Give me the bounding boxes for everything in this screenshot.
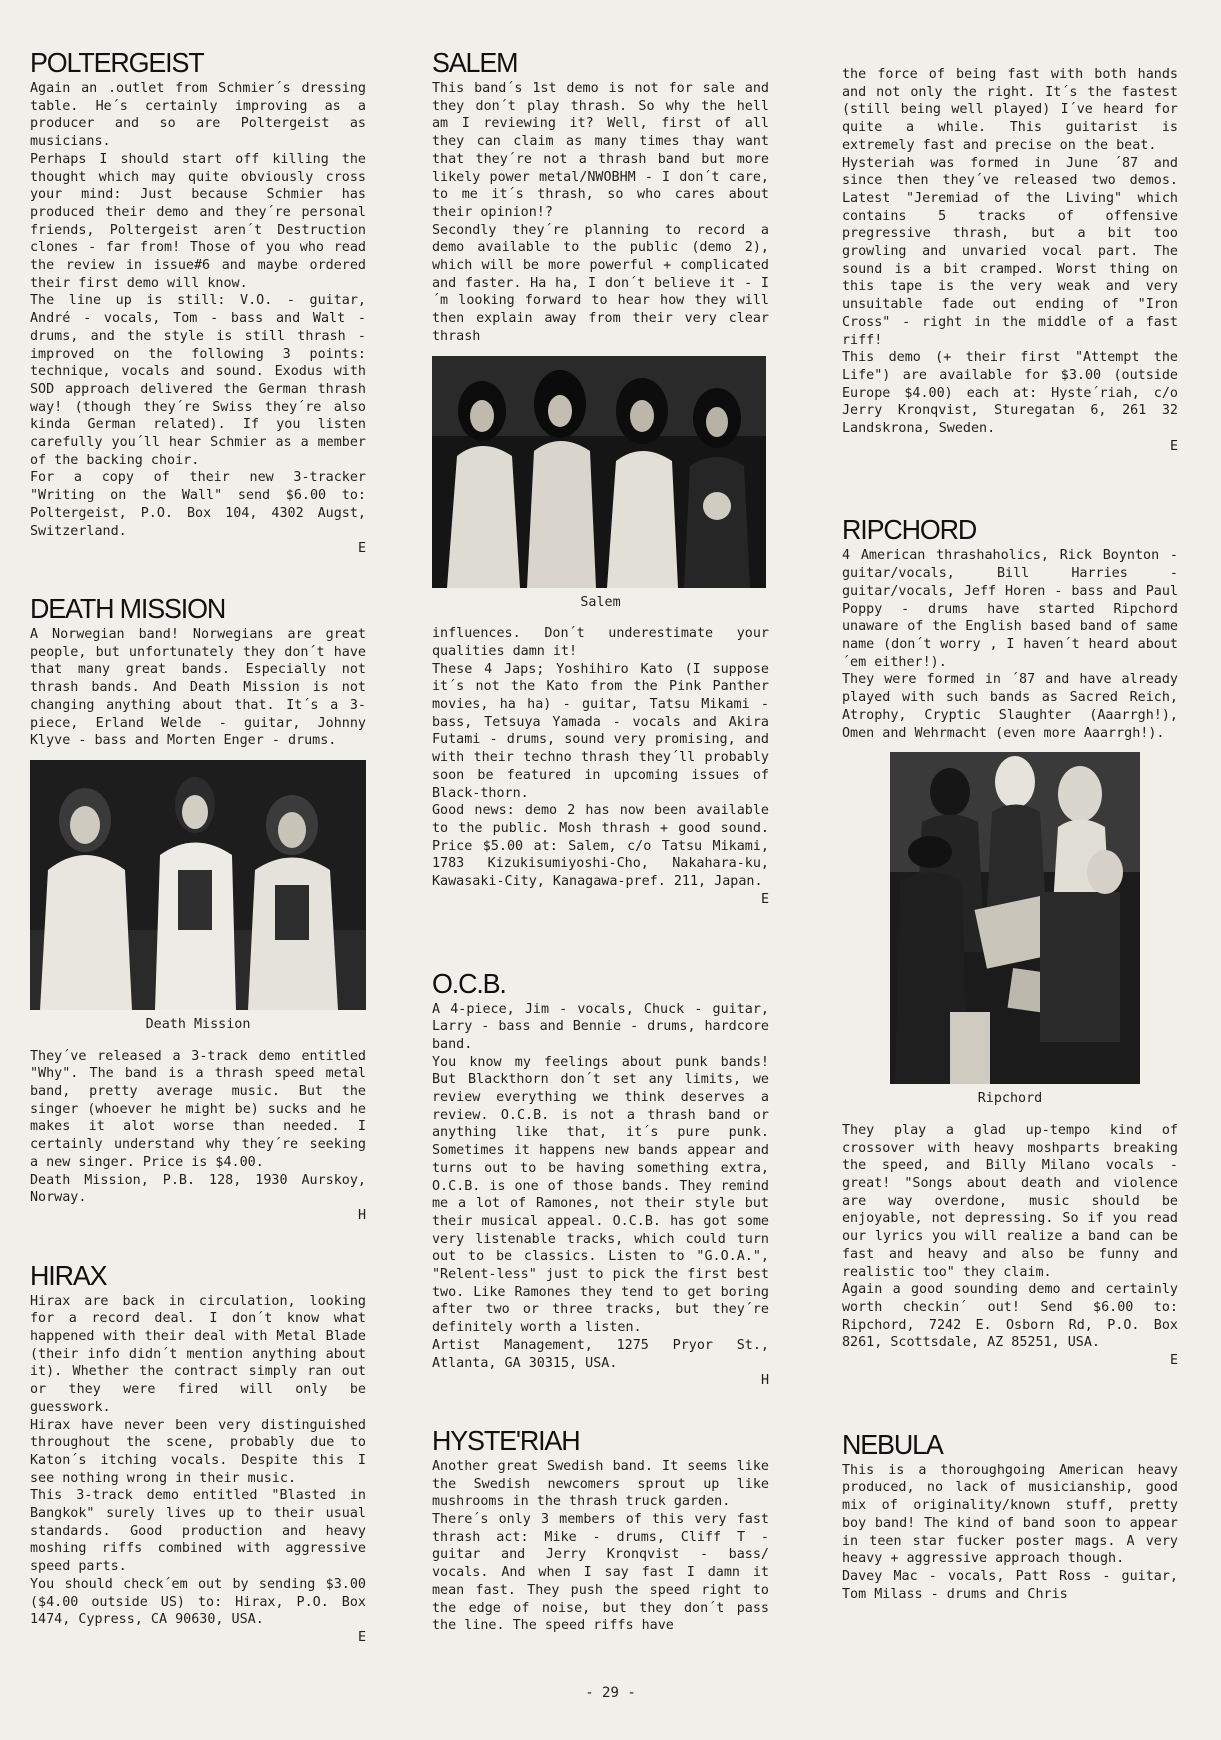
reviewer-signature: E — [357, 541, 366, 557]
photo-image — [890, 752, 1140, 1084]
band-photo-ripchord — [890, 752, 1140, 1084]
article-hirax — [30, 1259, 366, 1647]
paragraph: For a copy of their new 3-tracker "Writing on the Wall" send $6.00 to: Poltergeist, P.O. Box 104, 4302 Augst, Switzerland. — [30, 470, 366, 539]
band-photo-death-mission — [30, 760, 366, 1010]
paragraph: Hirax are back in circulation, looking for a record deal. I don´t know what happened with their deal with Metal Blade (their info didn´t mention anything about it). Whether the contract simply ran out or they were fired will only be guesswork. — [30, 1293, 366, 1415]
paragraph: The line up is still: V.O. - guitar, André - vocals, Tom - bass and Walt - drums, and the style is still thrash - improved on the following 3 points: technique, vocals and sound. Exodus with SOD approach delivered the German thrash way! (though they´re Swiss they´re also kinda German related). If you listen carefully you´ll hear Schmier as a member of the backing choir. — [30, 293, 366, 468]
article-hysteriah — [432, 1424, 769, 1635]
headline-salem: SALEM — [432, 47, 518, 78]
column-left — [30, 47, 366, 1665]
article-ocb — [432, 967, 769, 1390]
reviewer-signature: E — [1169, 438, 1178, 454]
paragraph: They´ve released a 3-track demo entitled "Why". The band is a thrash speed metal band, pretty average music. But the singer (whoever he might be) sucks and he makes it alot worse than needed. I certainly understand why they´re seeking a new singer. Price is $4.00. — [30, 1048, 366, 1170]
headline-hysteriah: HYSTE'RIAH — [432, 1424, 580, 1456]
headline-hirax: HIRAX — [30, 1259, 107, 1291]
photo-image — [30, 760, 366, 1010]
article-salem — [432, 47, 769, 909]
paragraph: Secondly they´re planning to record a demo available to the public (demo 2), which will be more powerful + complicated and faster. Ha ha, I don´t believe it - I´m looking forward to hear how they will then explain away from their very clear thrash — [432, 222, 769, 344]
article-body — [432, 1001, 769, 1373]
photo-caption: Death Mission — [145, 1016, 251, 1032]
paragraph: Perhaps I should start off killing the thought which may quite obviously cross your mind: Just because Schmier has produced their demo and they´re personal friends, Poltergeist aren´t Destruction clones - far from! Those of you who read the review in issue#6 and maybe ordered their first demo will know. — [30, 151, 366, 291]
headline-nebula: NEBULA — [842, 1428, 943, 1460]
paragraph: There´s only 3 members of this very fast thrash act: Mike - drums, Cliff T - guitar and Jerry Kronqvist - bass/ vocals. And when I say fast I damn it mean fast. They push the speed right to the edge of noise, but they don´t pass the line. The speed riffs have — [432, 1512, 769, 1634]
article-body — [842, 547, 1178, 742]
paragraph: A Norwegian band! Norwegians are great people, but unfortunately they don´t have that many great bands. Especially not thrash bands. And Death Mission is not changing anything about that. It´s a 3-piece, Erland Welde - guitar, Johnny Klyve - bass and Morten Enger - drums. — [30, 626, 366, 749]
article-nebula — [842, 1428, 1178, 1604]
article-body — [432, 80, 769, 346]
paragraph: This demo (+ their first "Attempt the Life") are available for $3.00 (outside Europe $4.00) each at: Hyste´riah, c/o Jerry Kronqvist, Sturegatan 6, 261 32 Landskrona, Sweden. — [842, 350, 1178, 437]
paragraph: Another great Swedish band. It seems like the Swedish newcomers sprout up like mushrooms in the thrash truck garden. — [432, 1458, 769, 1510]
column-middle — [432, 47, 769, 1653]
article-body — [30, 626, 366, 750]
reviewer-signature: E — [1169, 1353, 1178, 1369]
paragraph: Artist Management, 1275 Pryor St., Atlanta, GA 30315, USA. — [432, 1337, 769, 1371]
article-body — [30, 80, 366, 540]
paragraph: Hysteriah was formed in June ´87 and since then they´ve released two demos. Latest "Jeremiad of the Living" which contains 5 tracks of offensive pregressive thrash, but a bit too growling and unvaried vocal part. The sound is a bit cramped. Worst thing on this tape is the very weak and very unsuitable fade out ending of "Iron Cross" - right in the middle of a fast riff! — [842, 155, 1178, 348]
article-body — [432, 625, 769, 891]
paragraph: These 4 Japs; Yoshihiro Kato (I suppose it´s not the Kato from the Pink Panther movies, ha ha) - guitar, Tatsu Mikami - bass, Tetsuya Yamada - vocals and Akira Futami - drums, sound very promising, and with their techno thrash they´ll probably soon be featured in upcoming issues of Black-thorn. — [432, 661, 769, 801]
paragraph: Again an .outlet from Schmier´s dressing table. He´s certainly improving as a producer and so are Poltergeist as musicians. — [30, 81, 366, 150]
paragraph: They were formed in ´87 and have already played with such bands as Sacred Reich, Atrophy, Cryptic Slaughter (Aaarrgh!), Omen and Wehrmacht (even more Aaarrgh!). — [842, 672, 1178, 741]
band-photo-salem — [432, 356, 766, 588]
article-death-mission — [30, 592, 366, 1225]
article-body — [842, 66, 1178, 438]
paragraph: Davey Mac - vocals, Patt Ross - guitar, Tom Milass - drums and Chris — [842, 1568, 1178, 1602]
photo-image — [432, 356, 766, 588]
paragraph: This is a thoroughgoing American heavy produced, no lack of musicianship, good mix of originality/known stuff, pretty boy band! The kind of band soon to appear in teen star fucker poster mags. A very heavy + aggressive approach though. — [842, 1462, 1178, 1567]
article-hysteriah-continued — [842, 66, 1178, 455]
page-number: - 29 - — [585, 1685, 636, 1701]
headline-ocb: O.C.B. — [432, 967, 506, 999]
paragraph: Again a good sounding demo and certainly worth checkin´ out! Send $6.00 to: Ripchord, 7242 E. Osborn Rd, P.O. Box 8261, Scottsdale, AZ 85251, USA. — [842, 1282, 1178, 1351]
paragraph: Death Mission, P.B. 128, 1930 Aurskoy, Norway. — [30, 1172, 366, 1206]
article-body — [30, 1293, 366, 1629]
photo-caption: Salem — [580, 594, 621, 610]
paragraph: 4 American thrashaholics, Rick Boynton - guitar/vocals, Bill Harries - guitar/vocals, Jeff Horen - bass and Paul Poppy - drums have started Ripchord unaware of the English based band of same name (don´t worry , I haven´t heard about´em either!). — [842, 548, 1178, 670]
paragraph: Good news: demo 2 has now been available to the public. Mosh thrash + good sound. Price $5.00 at: Salem, c/o Tatsu Mikami, 1783 Kizukisumiyoshi-Cho, Nakahara-ku, Kawasaki-City, Kanagawa-pref. 211, Japan. — [432, 803, 769, 890]
paragraph: This band´s 1st demo is not for sale and they don´t play thrash. So why the hell am I reviewing it? Well, first of all they can claim as many times thay want that they´re not a thrash band but more likely power metal/NWOBHM - I don´t care, to me it´s thrash, so who cares about their opinion!? — [432, 81, 769, 220]
reviewer-signature: H — [760, 1373, 769, 1389]
paragraph: You know my feelings about punk bands! But Blackthorn don´t set any limits, we review everything we think deserves a review. O.C.B. is not a thrash band or anything like that, it´s pure punk. Sometimes it happens new bands appear and turns out to be having something extra, O.C.B. is one of those bands. They remind me a lot of Ramones, not their style but their musical appeal. O.C.B. has got some very listenable tracks, which could turn out to be classics. Listen to "G.O.A.", "Relent-less" just to pick the first best two. Like Ramones they tend to get boring after two or three tracks, but they´re definitely worth a listen. — [432, 1054, 769, 1336]
reviewer-signature: E — [760, 891, 769, 907]
paragraph: A 4-piece, Jim - vocals, Chuck - guitar, Larry - bass and Bennie - drums, hardcore band. — [432, 1001, 769, 1052]
paragraph: This 3-track demo entitled "Blasted in Bangkok" surely lives up to their usual standards. Good production and heavy moshing riffs combined with aggressive speed parts. — [30, 1488, 366, 1575]
headline-death-mission: DEATH MISSION — [30, 592, 226, 624]
article-body — [30, 1048, 366, 1207]
headline-ripchord: RIPCHORD — [842, 514, 977, 546]
paragraph: the force of being fast with both hands and not only the right. It´s the fastest (still being well played) I´ve heard for quite a while. This guitarist is extremely fast and precise on the beat. — [842, 67, 1178, 153]
reviewer-signature: H — [357, 1207, 366, 1223]
article-body — [842, 1122, 1178, 1352]
paragraph: Hirax have never been very distinguished throughout the scene, probably due to Katon´s itching vocals. Despite this I see nothing wrong in their music. — [30, 1417, 366, 1486]
article-body — [842, 1462, 1178, 1604]
article-body — [432, 1458, 769, 1635]
photo-caption: Ripchord — [977, 1091, 1043, 1107]
column-right — [842, 66, 1178, 1621]
article-ripchord — [842, 514, 1178, 1369]
reviewer-signature: E — [357, 1630, 366, 1645]
paragraph: They play a glad up-tempo kind of crossover with heavy moshparts breaking the speed, and Billy Milano vocals - great! "Songs about death and violence are way overdone, music should be enjoyable, not depressing. So if you read our lyrics you will realize a band can be fast and heavy and also be funny and realistic too" they claim. — [842, 1122, 1178, 1280]
paragraph: influences. Don´t underestimate your qualities damn it! — [432, 626, 769, 659]
headline-poltergeist: POLTERGEIST — [30, 47, 204, 78]
article-poltergeist — [30, 47, 366, 558]
paragraph: You should check´em out by sending $3.00 ($4.00 outside US) to: Hirax, P.O. Box 1474, Cypress, CA 90630, USA. — [30, 1576, 366, 1628]
